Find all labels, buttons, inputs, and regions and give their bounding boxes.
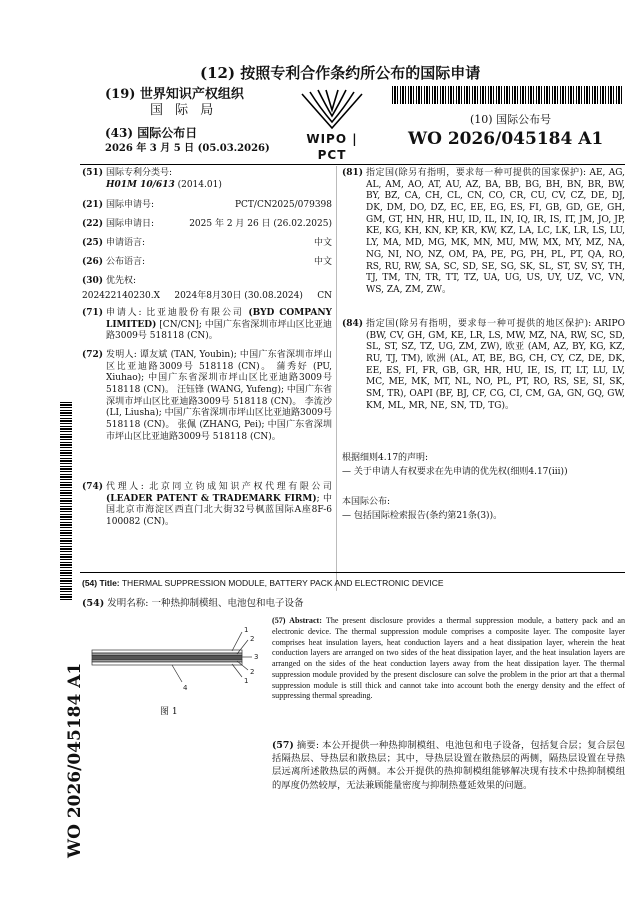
declaration-item: — 关于申请人有权要求在先申请的优先权(细则4.17(iii)) [342, 466, 568, 477]
field-code: (25) [82, 238, 104, 248]
title-cn-code: (54) [82, 598, 105, 609]
agent-address: ; 中国北京市海淀区西直门北大街32号枫蓝国际A座8F-6 100082 (CN)。 [106, 493, 332, 528]
wipo-pct-logo [290, 88, 374, 162]
layered-module-drawing [82, 620, 272, 706]
organization-name: (19) 世界知识产权组织 [105, 87, 244, 102]
field-label: 优先权: [106, 276, 137, 286]
field-label: 国际申请号: [106, 200, 155, 210]
priority-country: CN [317, 290, 332, 301]
publication-item: — 包括国际检索报告(条约第21条(3))。 [342, 510, 503, 521]
abstract-en [272, 616, 625, 702]
figure-label: 2 [250, 668, 255, 676]
field-code: (22) [82, 219, 104, 229]
applicant-en: (BYD COMPANY LIMITED) [106, 308, 332, 330]
field-code: (71) [82, 308, 104, 318]
title-cn-text: 发明名称: 一种热抑制模组、电池包和电子设备 [107, 598, 304, 609]
abstract-en-code: (57) Abstract: [272, 616, 322, 625]
publication-info [342, 497, 625, 522]
declarations-heading: 根据细则4.17的声明: [342, 453, 429, 463]
field-code: (26) [82, 257, 104, 267]
field-84 [342, 319, 625, 413]
figure-label: 2 [250, 635, 255, 643]
applicant-address: [CN/CN]; 中国广东省深圳市坪山区比亚迪路3009号 518118 (CN)。 [106, 319, 332, 342]
field-51 [82, 168, 332, 191]
field-code: (74) [82, 482, 104, 492]
title-en-text: THERMAL SUPPRESSION MODULE, BATTERY PACK AND ELECTRONIC DEVICE [121, 578, 444, 588]
header-divider [80, 164, 625, 165]
agent-en: (LEADER PATENT & TRADEMARK FIRM) [106, 493, 317, 504]
pub-date-label: (43) 国际公布日 [105, 126, 198, 140]
filing-language: 中文 [313, 238, 332, 248]
barcode [392, 86, 624, 104]
field-label: 国际专利分类号: [106, 168, 173, 178]
figure-label: 3 [254, 653, 259, 661]
pub-number: WO 2026/045184 A1 [408, 129, 604, 149]
field-label: 公布语言: [106, 257, 146, 267]
field-22 [82, 219, 332, 231]
application-number: PCT/CN2025/079398 [234, 200, 332, 210]
figure-label: 4 [183, 684, 188, 692]
declarations [342, 453, 625, 478]
applicant-cn: 申请人: 比亚迪股份有限公司 [106, 308, 249, 318]
field-code: (81) [342, 168, 364, 178]
abstract-cn-code: (57) [272, 740, 294, 751]
field-71 [82, 308, 332, 343]
title-en [82, 578, 444, 589]
document-type-title: (12) 按照专利合作条约所公布的国际申请 [200, 64, 481, 82]
field-25 [82, 238, 332, 250]
field-label: 申请语言: [106, 238, 146, 248]
field-code: (51) [82, 168, 104, 178]
abstract-cn-text: 摘要: 本公开提供一种热抑制模组、电池包和电子设备，包括复合层；复合层包括隔热层、导热层和散热层；其中，导热层设置在散热层的两侧，隔热层设置在导热层远离所述散热层的两侧。本公开提供的热抑制模组能够解决现有技术中热抑制模组的厚度仍然较厚，无法兼顾能量密度与抑制热蔓延效果的问题。 [272, 740, 625, 791]
field-code: (72) [82, 350, 104, 360]
field-26 [82, 257, 332, 269]
column-divider [336, 166, 337, 591]
designated-states-regional: 指定国(除另有指明，要求每一种可提供的地区保护): ARIPO (BW, CV, GH, GM, KE, LR, LS, MW, MZ, NA, RW, SC, SD, SL, ST, SZ, TZ, UG, ZM, ZW), 欧亚 (AM, AZ, BY, KG, KZ, RU, TJ, TM), 欧洲 (AL, AT, BE, BG, CH, CY, CZ, DE, DK, EE, ES, FI, FR, GB, GR, HR, HU, IE, IS, IT, LT, LU, LV, MC, ME, MK, MT, NL, NO, PL, PT, RO, RS, SE, SI, SK, SM, TR), OAPI (BF, BJ, CF, CG, CI, CM, GA, GN, GQ, GW, KM, ML, MR, NE, SN, TD, TG)。 [366, 319, 625, 411]
ipc-version: (2014.01) [174, 179, 222, 190]
publication-language: 中文 [313, 257, 332, 267]
ipc-class: H01M 10/613 [106, 179, 175, 190]
side-pub-number: WO 2026/045184 A1 [65, 662, 85, 858]
figure-label: 1 [244, 626, 249, 634]
abstract-en-text: The present disclosure provides a thermal suppression module, a battery pack and an electronic device. The thermal suppression module comprises a composite layer. The composite layer comprises heat insulation layers, heat conduction layers and a heat dissipation layer, wherein the heat conduction layers are arranged on two sides of the heat dissipation layer, and the heat insulation layers are arranged on the sides of the heat conduction layers away from the heat dissipation layer. The thermal suppression module provided by the present disclosure can solve the problem in the prior art that a thermal suppression module is still thick and cannot take into account both the energy density and the effect of suppressing thermal spreading. [272, 616, 625, 701]
field-code: (21) [82, 200, 104, 210]
pub-date: 2026 年 3 月 5 日 (05.03.2026) [105, 143, 270, 154]
priority-date: 2024年8月30日 (30.08.2024) [174, 290, 303, 301]
field-30 [82, 276, 332, 302]
wipo-logo-text: WIPO | PCT [306, 132, 358, 162]
priority-number: 202422140230.X [82, 290, 160, 301]
agent-cn: 代理人: 北京同立钧成知识产权代理有限公司 [106, 482, 332, 492]
publication-heading: 本国际公布: [342, 497, 391, 507]
side-barcode [60, 400, 72, 600]
field-74 [82, 482, 332, 529]
field-21 [82, 200, 332, 212]
title-cn [82, 598, 303, 610]
field-72 [82, 350, 332, 444]
title-divider [80, 572, 625, 573]
field-code: (30) [82, 276, 104, 286]
figure-caption: 图 1 [160, 707, 178, 717]
abstract-cn [272, 739, 625, 792]
figure-label: 1 [244, 677, 249, 685]
field-81 [342, 168, 625, 297]
designated-states-national: 指定国(除另有指明，要求每一种可提供的国家保护): AE, AG, AL, AM, AO, AT, AU, AZ, BA, BB, BG, BH, BN, BR, BW, BY, BZ, CA, CH, CL, CN, CO, CR, CU, CV, CZ, DE, DJ, DK, DM, DO, DZ, EC, EE, EG, ES, FI, GB, GD, GE, GH, GM, GT, HN, HR, HU, ID, IL, IN, IQ, IR, IS, IT, JM, JO, JP, KE, KG, KH, KN, KP, KR, KW, KZ, LA, LC, LK, LR, LS, LU, LY, MA, MD, MG, MK, MN, MU, MW, MX, MY, MZ, NA, NG, NI, NO, NZ, OM, PA, PE, PG, PH, PL, PT, QA, RO, RS, RU, RW, SA, SC, SD, SE, SG, SK, SL, ST, SV, SY, TH, TJ, TM, TN, TR, TT, TZ, UA, UG, US, UY, UZ, VC, VN, WS, ZA, ZM, ZW。 [366, 168, 625, 295]
field-label: 国际申请日: [106, 219, 155, 229]
figure-1 [82, 620, 272, 720]
pub-number-label: (10) 国际公布号 [470, 113, 552, 126]
inventors: 发明人: 谭友斌 (TAN, Youbin); 中国广东省深圳市坪山区比亚迪路3009号 518118 (CN)。 蒲秀好 (PU, Xiuhao); 中国广东省深圳市坪山区比亚迪路3009号 518118 (CN)。 汪钰锋 (WANG, Yufeng); 中国广东省深圳市坪山区比亚迪路3009号 518118 (CN)。 李流沙 (LI, Liusha); 中国广东省深圳市坪山区比亚迪路3009号 518118 (CN)。 张佩 (ZHANG, Pei); 中国广东省深圳市坪山区比亚迪路3009号 518118 (CN)。 [106, 350, 332, 442]
wipo-emblem-icon [290, 88, 374, 132]
field-code: (84) [342, 319, 364, 329]
title-en-code: (54) Title: [82, 578, 120, 588]
filing-date: 2025 年 2 月 26 日 (26.02.2025) [189, 219, 332, 229]
international-bureau: 国 际 局 [150, 103, 218, 118]
